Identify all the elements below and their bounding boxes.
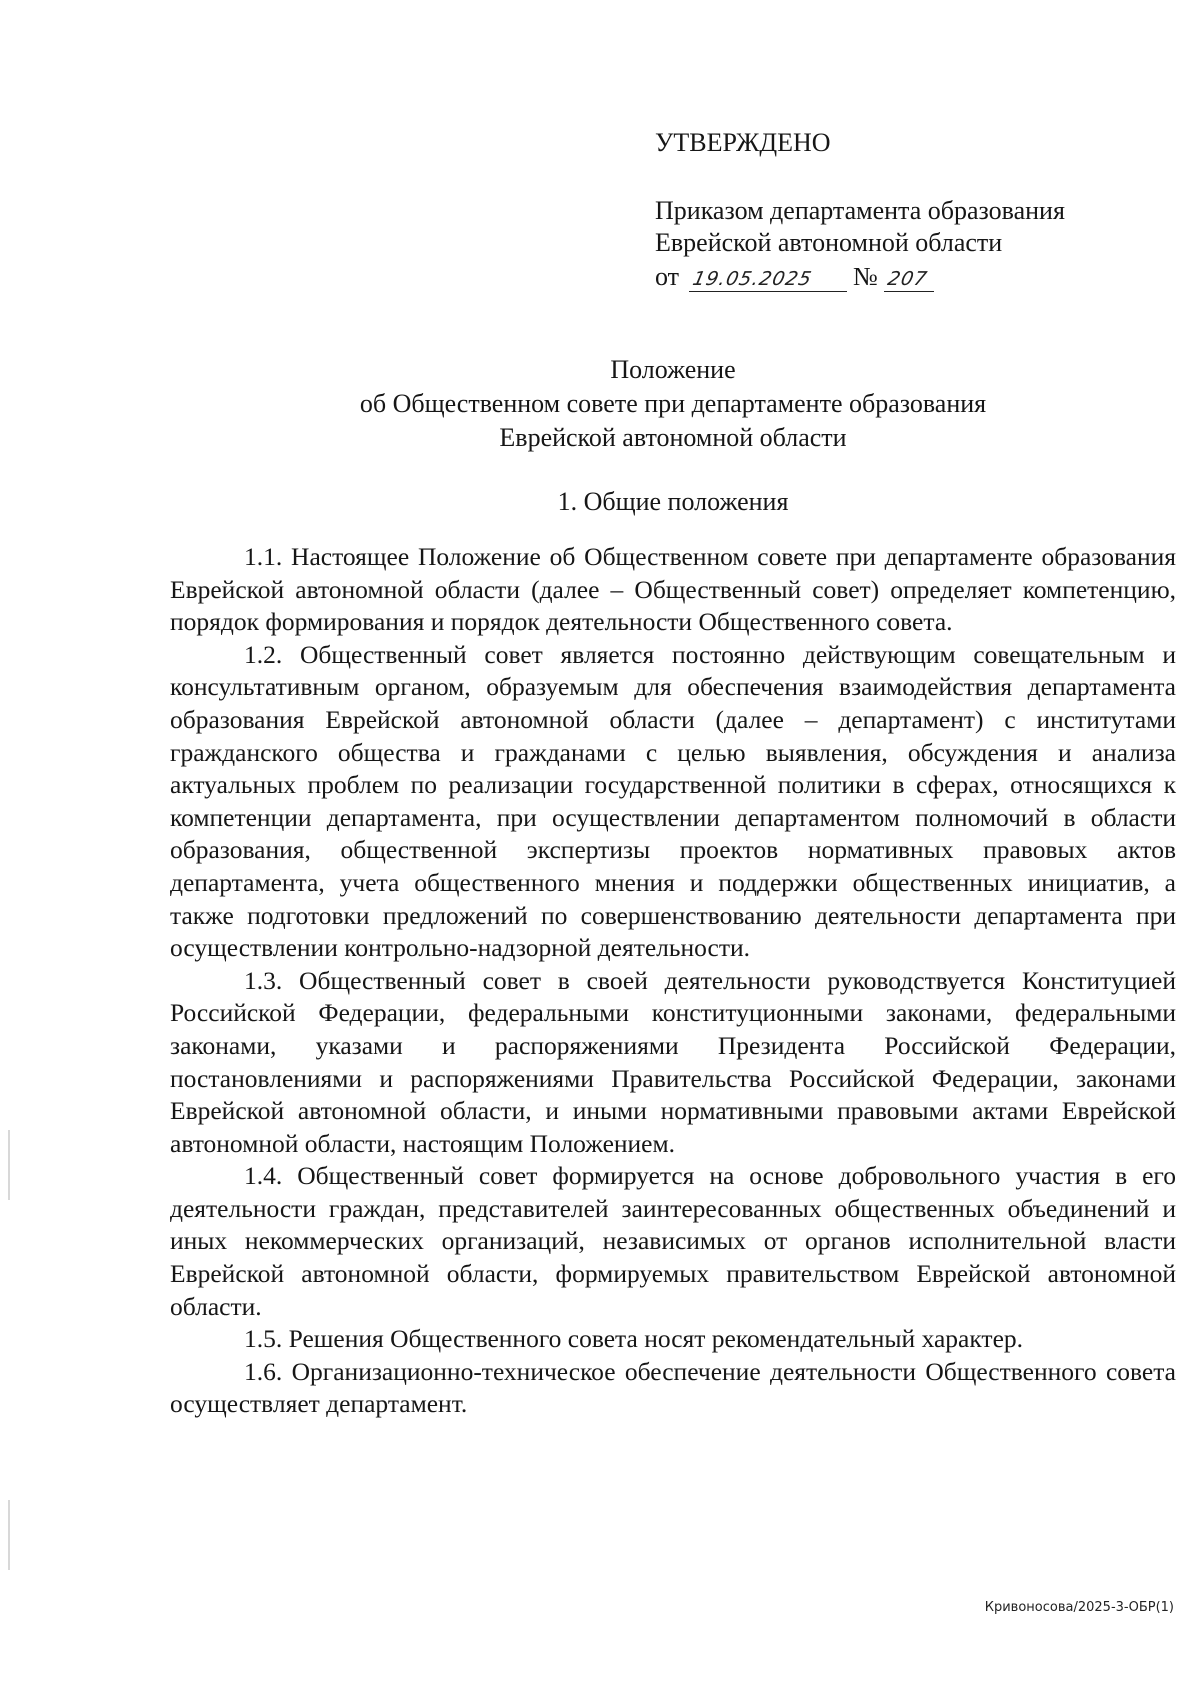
- title-line-2: об Общественном совете при департаменте образования: [359, 389, 987, 418]
- paragraph-1-1: 1.1. Настоящее Положение об Общественном совете при департаменте образования Еврейской автономной области (далее – Общественный совет) определяет компетенцию, порядок формирования и порядок деятельности Общественного совета.: [170, 542, 1176, 637]
- handwritten-date: 19.05.2025: [690, 268, 815, 290]
- from-label: от: [655, 262, 680, 291]
- paragraph-1-6: 1.6. Организационно-техническое обеспечение деятельности Общественного совета осуществляет департамент.: [170, 1356, 1176, 1419]
- order-issuer-line: Приказом департамента образования: [655, 196, 1065, 225]
- number-sign: №: [853, 262, 878, 291]
- scan-edge-mark: [8, 1500, 10, 1570]
- scan-edge-mark: [8, 1130, 10, 1200]
- order-region-line: Еврейской автономной области: [655, 228, 1003, 257]
- paragraph-1-4: 1.4. Общественный совет формируется на основе добровольного участия в его деятельности граждан, представителей заинтересованных общественных объединений и иных некоммерческих организаций, независимых от органов исполнительной власти Еврейской автономной области, формируемых правительством Еврейской автономной области.: [170, 1161, 1176, 1321]
- paragraph-1-5: 1.5. Решения Общественного совета носят рекомендательный характер.: [244, 1324, 1024, 1354]
- document-code-footer: Кривоносова/2025-3-ОБР(1): [984, 1600, 1174, 1615]
- title-line-1: Положение: [610, 355, 736, 384]
- document-title: [170, 353, 1176, 455]
- handwritten-number: 207: [885, 268, 930, 290]
- order-date-number-line: [655, 262, 934, 292]
- order-number-field: [884, 265, 934, 292]
- paragraph-1-3: 1.3. Общественный совет в своей деятельности руководствуется Конституцией Российской Федерации, федеральными конституционными законами, федеральными законами, указами и распоряжениями Президента Российской Федерации, постановлениями и распоряжениями Правительства Российской Федерации, законами Еврейской автономной области, и иными нормативными правовыми актами Еврейской автономной области, настоящим Положением.: [170, 965, 1176, 1158]
- document-body: [170, 541, 1176, 1421]
- title-line-3: Еврейской автономной области: [499, 423, 847, 452]
- section-heading: 1. Общие положения: [557, 487, 789, 516]
- approved-label: УТВЕРЖДЕНО: [655, 128, 831, 157]
- order-date-field: [689, 265, 847, 292]
- paragraph-1-2: 1.2. Общественный совет является постоянно действующим совещательным и консультативным органом, образуемым для обеспечения взаимодействия департамента образования Еврейской автономной области (далее – департамент) с институтами гражданского общества и гражданами с целью выявления, обсуждения и анализа актуальных проблем по реализации государственной политики в сферах, относящихся к компетенции департамента, при осуществлении департаментом полномочий в области образования, общественной экспертизы проектов нормативных правовых актов департамента, учета общественного мнения и поддержки общественных инициатив, а также подготовки предложений по совершенствованию деятельности департамента при осуществлении контрольно-надзорной деятельности.: [170, 639, 1176, 963]
